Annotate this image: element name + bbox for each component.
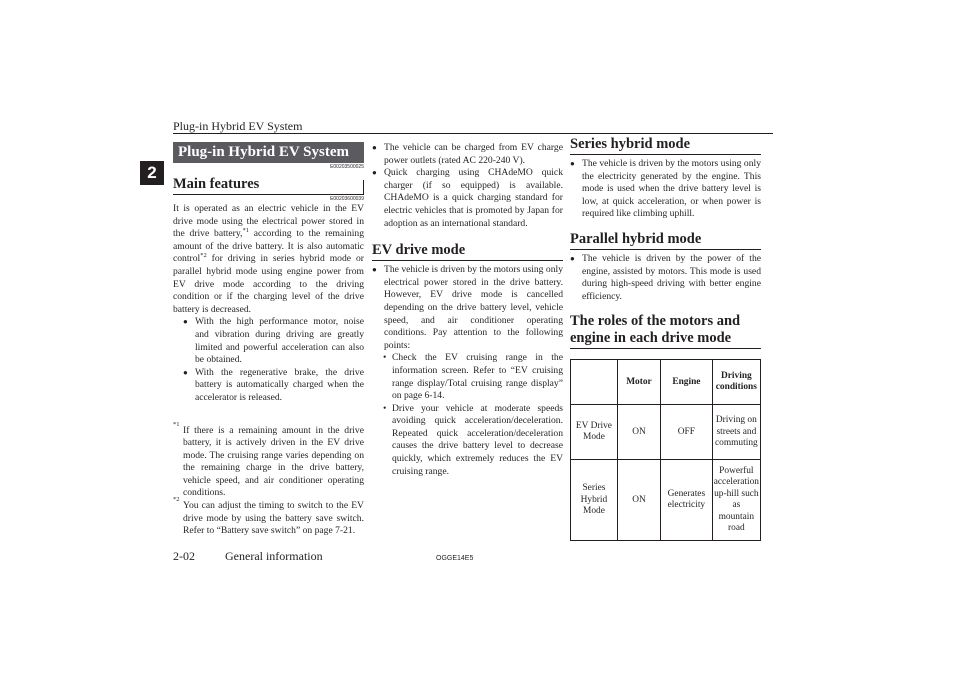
table-cell: Series Hybrid Mode xyxy=(571,460,618,541)
table-cell: Powerful acceleration up-hill such as mountain road xyxy=(712,460,760,541)
table-header-cell: Engine xyxy=(661,360,713,405)
section-banner: Plug-in Hybrid EV System xyxy=(173,142,364,163)
footnote-2: *2 You can adjust the timing to switch to the EV drive mode by using the battery save switch. Refer to “Battery save switch” on page 7-21. xyxy=(173,496,364,537)
table-header-cell xyxy=(571,360,618,405)
footnote-1: *1 If there is a remaining amount in the drive battery, it is actively driven in the EV drive mode. The cruising range varies depending on the remaining charge in the drive battery, vehicle speed, and air conditioner operating conditions. xyxy=(173,420,364,499)
column-2 xyxy=(372,142,563,478)
heading-roles-table: The roles of the motors and engine in each drive mode xyxy=(570,313,761,349)
header-rule xyxy=(173,133,773,134)
running-header: Plug-in Hybrid EV System xyxy=(173,119,303,133)
footer-section-title: General information xyxy=(225,549,323,563)
bullet-item: ● The vehicle is driven by the power of the engine, assisted by motors. This mode is used during high-speed driving with better engine efficiency. xyxy=(570,253,761,303)
page-number: 2-02 xyxy=(173,549,195,563)
table-cell: EV Drive Mode xyxy=(571,405,618,460)
table-cell: Generates electricity xyxy=(661,460,713,541)
chapter-tab: 2 xyxy=(140,161,164,185)
table-cell: ON xyxy=(617,460,660,541)
footnote-ref-2: *2 xyxy=(200,252,207,260)
bullet-item: ● The vehicle can be charged from EV charge power outlets (rated AC 220-240 V). xyxy=(372,142,563,167)
sub-bullet-item: • Drive your vehicle at moderate speeds avoiding quick acceleration/deceleration. Repeated quick acceleration/deceleration causes the drive battery level to decrease quickly, which extremely reduces the EV cruising range. xyxy=(372,403,563,479)
column-3 xyxy=(570,136,761,541)
table-header-cell: Motor xyxy=(617,360,660,405)
table-cell: Driving on streets and commuting xyxy=(712,405,760,460)
bullet-item: ● With the high performance motor, noise and vibration during driving are greatly limited and powerful acceleration can also be obtained. xyxy=(173,316,364,366)
table-cell: ON xyxy=(617,405,660,460)
heading-parallel-hybrid-mode: Parallel hybrid mode xyxy=(570,231,761,250)
section-code: E00203500025 xyxy=(330,164,364,170)
table-row xyxy=(571,405,761,460)
table-row xyxy=(571,460,761,541)
column-1 xyxy=(173,142,364,538)
bullet-item: ● With the regenerative brake, the drive battery is automatically charged when the accelerator is released. xyxy=(173,367,364,405)
sub-bullet-item: • Check the EV cruising range in the information screen. Refer to “EV cruising range display/Total cruising range display” on page 6-14. xyxy=(372,352,563,402)
intro-paragraph: It is operated as an electric vehicle in the EV drive mode using the electrical power stored in the drive battery,$^{*1}$ according to the remaining amount of the drive battery. It is also automatic control$^{*2}$ for driving in series hybrid mode or parallel hybrid mode using engine power from EV drive mode according to the driving condition or if the charging level of the drive battery is decreased. xyxy=(173,203,365,315)
heading-main-features: Main features xyxy=(173,176,364,195)
bullet-item: ● The vehicle is driven by the motors using only the electricity generated by the engine. This mode is used when the drive battery level is low, at quick acceleration, or when power is required like climbing uphill. xyxy=(570,158,761,221)
bullet-item: ● The vehicle is driven by the motors using only electrical power stored in the drive battery. However, EV drive mode is cancelled depending on the drive battery level, vehicle speed, and air conditioner operating conditions. Pay attention to the following points: xyxy=(372,264,563,352)
table-header-cell: Driving conditions xyxy=(712,360,760,405)
footnote-ref-1: *1 xyxy=(242,227,249,234)
drive-mode-table xyxy=(570,359,761,541)
heading-series-hybrid-mode: Series hybrid mode xyxy=(570,136,761,155)
table-header-row xyxy=(571,360,761,405)
document-code: OGGE14E5 xyxy=(436,555,474,562)
heading-ev-drive-mode: EV drive mode xyxy=(372,242,563,261)
bullet-item: ● Quick charging using CHAdeMO quick charger (if so equipped) is available. CHAdeMO is a quick charging standard for electric vehicles that is promoted by Japan for adoption as an international standard. xyxy=(372,167,563,230)
heading-code: E00203600039 xyxy=(330,196,364,202)
table-cell: OFF xyxy=(661,405,713,460)
